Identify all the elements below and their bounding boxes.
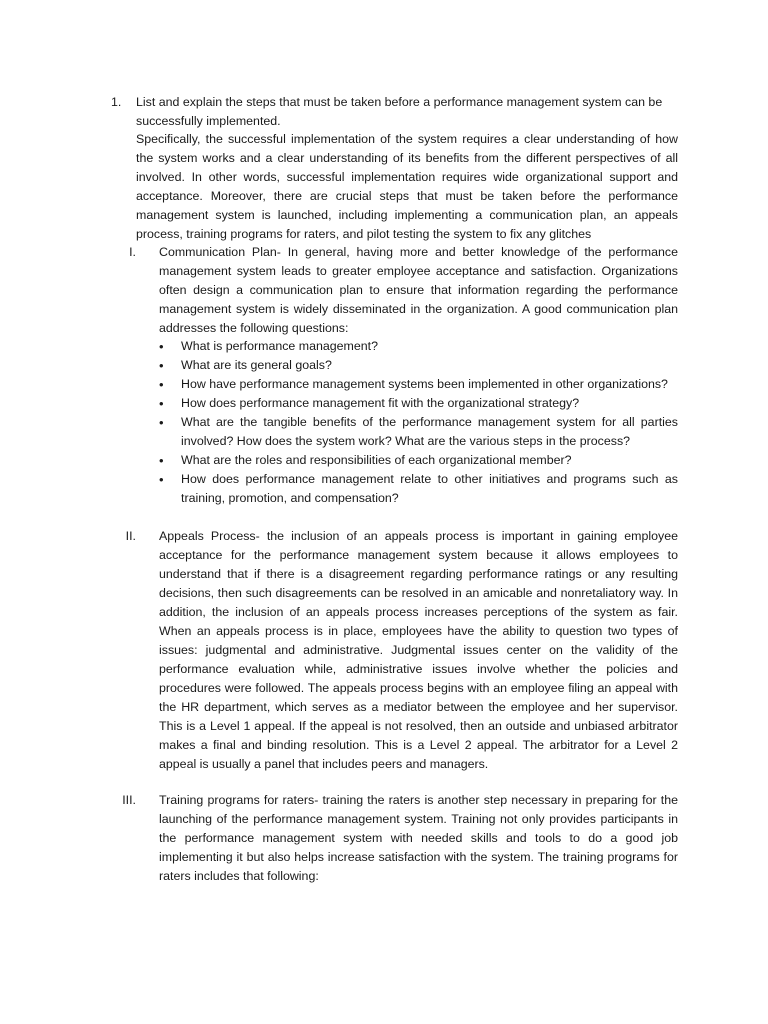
section-numeral-3: III. bbox=[122, 793, 136, 807]
bullet-icon: • bbox=[159, 415, 164, 430]
bullet-icon: • bbox=[159, 396, 164, 411]
question-title: List and explain the steps that must be taken before a performance management system can be successfully implemented. bbox=[136, 95, 663, 128]
question-intro: Specifically, the successful implementation of the system requires a clear understanding of how the system works and a clear understanding of its benefits from the different perspectives of all involved. In other words, successful implementation requires wide organizational support and acceptance. Moreover, there are crucial steps that must be taken before the performance management system is launched, including implementing a communication plan, an appeals process, training programs for raters, and pilot testing the system to fix any glitches bbox=[136, 132, 678, 241]
question-number: 1. bbox=[111, 95, 122, 109]
communication-plan-questions bbox=[159, 337, 678, 508]
bullet-icon: • bbox=[159, 377, 164, 392]
bullet-icon: • bbox=[159, 339, 164, 354]
bullet-icon: • bbox=[159, 472, 164, 487]
section-text-communication-plan: Communication Plan- In general, having more and better knowledge of the performance management system leads to greater employee acceptance and satisfaction. Organizations often design a communication plan to ensure that information regarding the performance management system is widely disseminated in the organization. A good communication plan addresses the following questions: bbox=[159, 245, 678, 335]
list-item: • What are its general goals? bbox=[159, 358, 332, 373]
section-numeral-1: I. bbox=[129, 245, 136, 259]
list-item: • How have performance management systems been implemented in other organizations? bbox=[159, 377, 668, 392]
section-numeral-2: II. bbox=[125, 529, 136, 543]
list-item: • What are the roles and responsibilities of each organizational member? bbox=[159, 453, 572, 468]
bullet-icon: • bbox=[159, 358, 164, 373]
section-text-appeals-process: Appeals Process- the inclusion of an appeals process is important in gaining employee acceptance for the performance management system because it allows employees to understand that if there is a disagreement regarding performance ratings or any resulting decisions, then such disagreements can be resolved in an amicable and nonretaliatory way. In addition, the inclusion of an appeals process increases perceptions of the system as fair. When an appeals process is in place, employees have the ability to question two types of issues: judgmental and administrative. Judgmental issues center on the validity of the performance evaluation while, administrative issues involve whether the policies and procedures were followed. The appeals process begins with an employee filing an appeal with the HR department, which serves as a mediator between the employee and her supervisor. This is a Level 1 appeal. If the appeal is not resolved, then an outside and unbiased arbitrator makes a final and binding resolution. This is a Level 2 appeal. The arbitrator for a Level 2 appeal is usually a panel that includes peers and managers. bbox=[159, 529, 678, 771]
list-item: • How does performance management relate to other initiatives and programs such as training, promotion, and compensation? bbox=[159, 472, 678, 505]
list-item: • How does performance management fit with the organizational strategy? bbox=[159, 396, 580, 411]
list-item: • What are the tangible benefits of the performance management system for all parties involved? How does the system work? What are the various steps in the process? bbox=[159, 415, 678, 448]
section-text-training-programs: Training programs for raters- training the raters is another step necessary in preparing for the launching of the performance management system. Training not only provides participants in the performance management system with needed skills and tools to do a good job implementing it but also helps increase satisfaction with the system. The training programs for raters includes that following: bbox=[159, 793, 678, 883]
bullet-icon: • bbox=[159, 453, 164, 468]
list-item: • What is performance management? bbox=[159, 339, 378, 354]
